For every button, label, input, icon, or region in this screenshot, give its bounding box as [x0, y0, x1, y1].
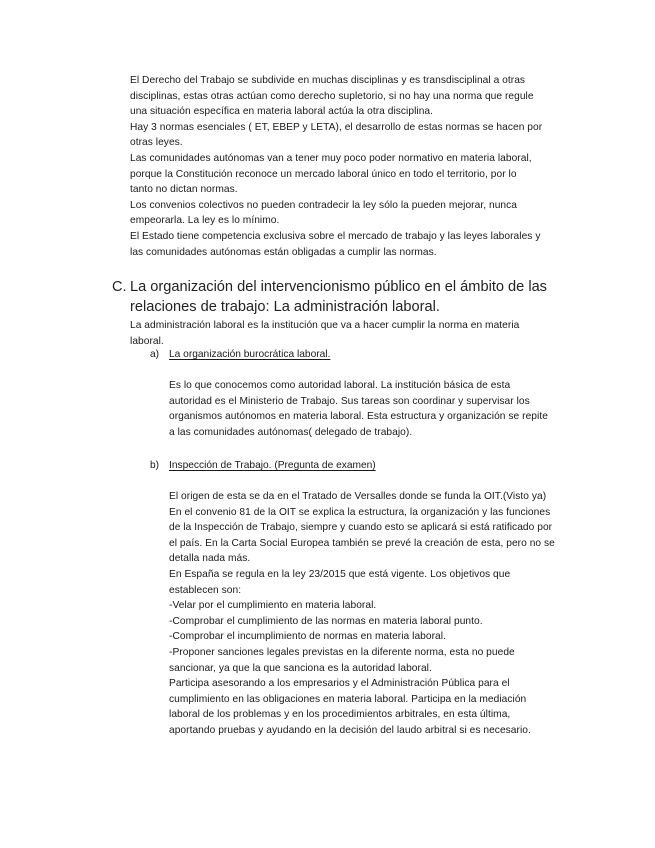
- text-line: Hay 3 normas esenciales ( ET, EBEP y LETA), el desarrollo de estas normas se hacen por: [130, 121, 543, 133]
- text-line: otras leyes.: [130, 137, 183, 149]
- subsection-a-heading: [150, 347, 330, 363]
- text-line: La administración laboral es la institución que va a hacer cumplir la norma en materia: [130, 320, 520, 331]
- subsection-letter: b): [150, 460, 160, 471]
- text-line: -Velar por el cumplimiento en materia laboral.: [169, 600, 377, 612]
- text-line: Los convenios colectivos no pueden contradecir la ley sólo la pueden mejorar, nunca: [130, 199, 517, 211]
- text-line: sancionar, ya que la que sanciona es la autoridad laboral.: [169, 662, 432, 674]
- text-line: Es lo que conocemos como autoridad laboral. La institución básica de esta: [169, 380, 511, 391]
- text-line: organismos autónomos en materia laboral. Esta estructura y organización se repite: [169, 411, 548, 423]
- text-line: las comunidades autónomas están obligadas a cumplir las normas.: [130, 246, 437, 258]
- text-line: laboral de los problemas y en los procedimientos arbitrales, en esta última,: [169, 709, 511, 721]
- section-title-line: La organización del intervencionismo público en el ámbito de las: [130, 279, 547, 295]
- section-letter: C.: [112, 279, 127, 295]
- intro-paragraphs: [130, 73, 575, 260]
- section-c-intro: [130, 318, 575, 349]
- subsection-letter: a): [150, 349, 160, 360]
- text-line: -Comprobar el incumplimiento de normas en materia laboral.: [169, 631, 446, 643]
- subsection-a-body: [169, 378, 579, 440]
- section-c-heading: [112, 277, 552, 317]
- text-line: empeorarla. La ley es lo mínimo.: [130, 215, 280, 227]
- subsection-b-body: [169, 489, 579, 739]
- text-line: el país. En la Carta Social Europea también se prevé la creación de esta, pero no se: [169, 537, 555, 549]
- subsection-title: Inspección de Trabajo. (Pregunta de examen): [169, 460, 376, 471]
- text-line: En el convenio 81 de la OIT se explica la estructura, la organización y las funciones: [169, 506, 551, 518]
- text-line: establecen son:: [169, 584, 242, 596]
- text-line: El Derecho del Trabajo se subdivide en muchas disciplinas y es transdisciplinal a otras: [130, 75, 526, 86]
- text-line: aportando pruebas y ayudando en la decisión del laudo arbitral si es necesario.: [169, 724, 531, 736]
- text-line: una situación específica en materia laboral actúa la otra disciplina.: [130, 106, 434, 118]
- subsection-b-heading: [150, 458, 376, 474]
- section-title-line: relaciones de trabajo: La administración laboral.: [130, 299, 440, 315]
- text-line: -Proponer sanciones legales previstas en la diferente norma, esta no puede: [169, 646, 515, 658]
- text-line: detalla nada más.: [169, 553, 251, 565]
- text-line: El Estado tiene competencia exclusiva sobre el mercado de trabajo y las leyes laborales y: [130, 230, 541, 242]
- text-line: -Comprobar el cumplimiento de las normas en materia laboral punto.: [169, 615, 483, 627]
- subsection-title: La organización burocrática laboral.: [169, 349, 331, 360]
- text-line: disciplinas, estas otras actúan como derecho supletorio, si no hay una norma que regule: [130, 90, 534, 102]
- text-line: cumplimiento en las obligaciones en materia laboral. Participa en la mediación: [169, 693, 527, 705]
- text-line: autoridad es el Ministerio de Trabajo. Sus tareas son coordinar y supervisar los: [169, 395, 530, 407]
- text-line: Las comunidades autónomas van a tener muy poco poder normativo en materia laboral,: [130, 152, 532, 164]
- text-line: El origen de esta se da en el Tratado de Versalles donde se funda la OIT.(Visto ya): [169, 491, 547, 502]
- text-line: Participa asesorando a los empresarios y el Administración Pública para el: [169, 678, 510, 690]
- text-line: a las comunidades autónomas( delegado de trabajo).: [169, 426, 413, 438]
- text-line: En España se regula en la ley 23/2015 que está vigente. Los objetivos que: [169, 568, 511, 580]
- text-line: tanto no dictan normas.: [130, 184, 238, 196]
- text-line: laboral.: [130, 335, 164, 347]
- section-title: [130, 277, 552, 317]
- text-line: porque la Constitución reconoce un mercado laboral único en todo el territorio, por lo: [130, 168, 517, 180]
- text-line: de la Inspección de Trabajo, siempre y cuando esto se aplicará si está ratificado por: [169, 522, 553, 534]
